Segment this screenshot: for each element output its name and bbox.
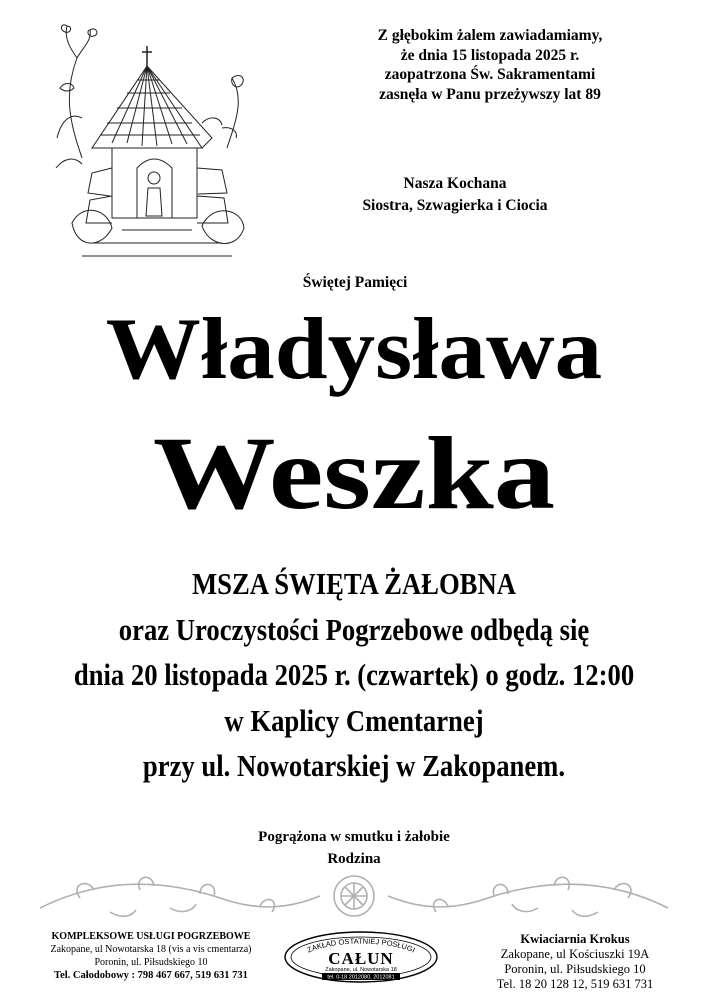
florist-title: Kwiaciarnia Krokus — [520, 932, 630, 946]
florist-address: Poronin, ul. Piłsudskiego 10 — [504, 962, 646, 976]
services-phone: Tel. Całodobowy : 798 467 667, 519 631 731 — [54, 970, 248, 981]
funeral-services-info — [12, 930, 290, 982]
florist-address: Zakopane, ul Kościuszki 19A — [500, 947, 650, 961]
mourners-line: Rodzina — [327, 851, 381, 867]
services-address: Zakopane, ul Nowotarska 18 (vis a vis cmentarza) — [50, 944, 252, 955]
intro-line: że dnia 15 listopada 2025 r. — [400, 46, 580, 64]
florist-phone: Tel. 18 20 128 12, 519 631 731 — [496, 977, 654, 991]
mourners-line: Pogrążona w smutku i żałobie — [258, 829, 450, 845]
mass-line: dnia 20 listopada 2025 r. (czwartek) o godz. 12:00 — [73, 657, 635, 692]
logo-name: CAŁUN — [328, 949, 394, 968]
mass-line: w Kaplicy Cmentarnej — [224, 702, 484, 738]
mass-line: przy ul. Nowotarskiej w Zakopanem. — [142, 748, 566, 783]
chapel-illustration — [52, 18, 252, 263]
relation-text — [300, 173, 610, 217]
mass-line: oraz Uroczystości Pogrzebowe odbędą się — [118, 611, 590, 647]
services-address: Poronin, ul. Piłsudskiego 10 — [94, 957, 208, 968]
memory-label: Świętej Pamięci — [302, 274, 408, 291]
relation-line: Siostra, Szwagierka i Ciocia — [362, 197, 548, 214]
first-name: Władysława — [105, 301, 603, 398]
intro-line: zaopatrzona Św. Sakramentami — [384, 66, 596, 83]
intro-line: Z głębokim żalem zawiadamiamy, — [377, 27, 603, 44]
floral-ornament — [20, 868, 688, 926]
intro-text — [330, 26, 650, 104]
florist-info — [450, 932, 700, 992]
logo-address: Zakopane, ul. Nowotarska 18 — [325, 967, 397, 973]
surname: Weszka — [152, 416, 556, 531]
funeral-mass-details — [50, 561, 659, 789]
mass-line: MSZA ŚWIĘTA ŻAŁOBNA — [192, 566, 516, 601]
mourners-text — [0, 826, 708, 870]
logo-arc-text: ZAKŁAD OSTATNIEJ POSŁUGI — [305, 936, 417, 955]
relation-line: Nasza Kochana — [403, 175, 507, 192]
logo-phone: tel. 0-18 2012080, 2012081 — [327, 974, 395, 981]
services-title: KOMPLEKSOWE USŁUGI POGRZEBOWE — [51, 931, 251, 942]
calun-logo — [282, 930, 440, 984]
intro-line: zasnęła w Panu przeżywszy lat 89 — [379, 85, 601, 103]
